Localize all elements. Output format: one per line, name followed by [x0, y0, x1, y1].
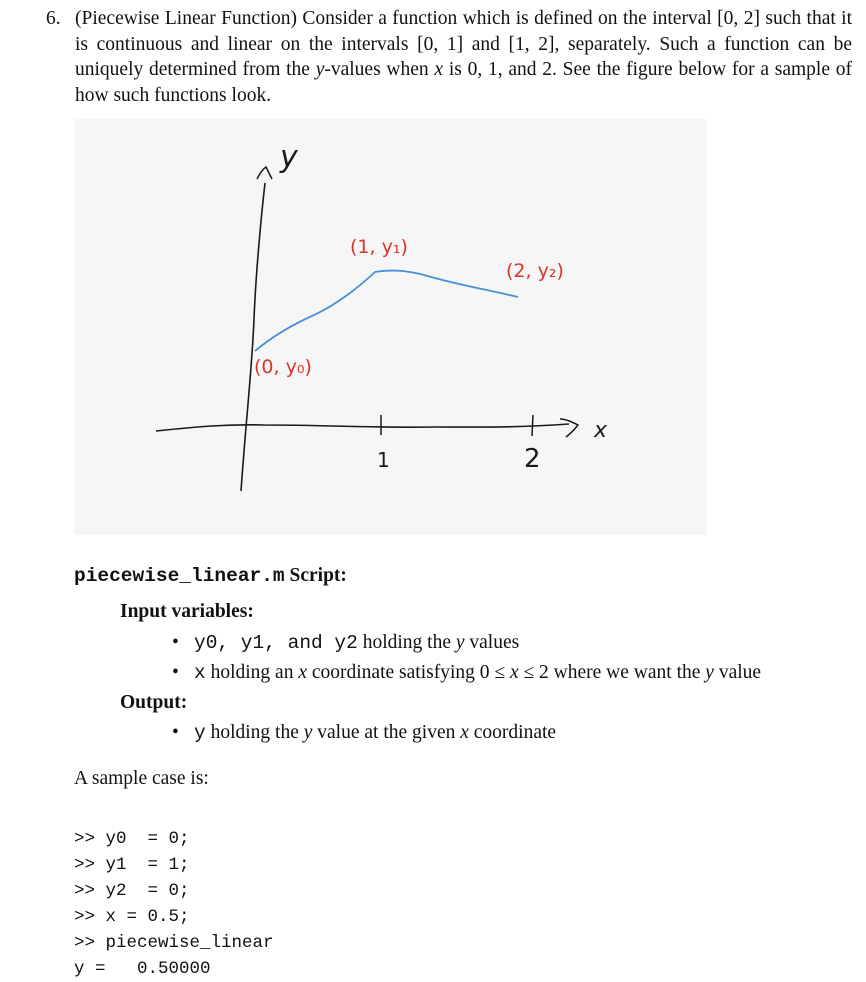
math-y: y — [315, 59, 325, 80]
input-item-code: x — [194, 662, 206, 684]
code-line: >> y0 = 0; — [74, 829, 190, 849]
sketch-figure — [74, 119, 707, 535]
x-axis-arrow — [560, 419, 578, 437]
code-line: >> y2 = 0; — [74, 881, 190, 901]
problem-number: 6. — [46, 8, 61, 29]
code-line: >> y1 = 1; — [74, 855, 190, 875]
y-axis-arrow — [257, 167, 272, 179]
output-heading: Output: — [120, 692, 188, 713]
output-item-code: y — [194, 722, 206, 744]
input-item-code: y0, y1, and y2 — [194, 632, 358, 654]
problem-line-2: such that it is continuous and linear on the intervals [0, 1] and [1, 2], separately. Such — [75, 8, 853, 55]
math-x: x — [434, 59, 444, 80]
x-axis-label: x — [594, 418, 608, 443]
script-title-suffix: Script: — [284, 565, 347, 586]
problem-line-3a: a function can be uniquely determined from the — [75, 33, 852, 80]
code-line: y = 0.50000 — [74, 959, 211, 979]
sample-code-block — [74, 826, 274, 982]
problem-line-3b: -values when — [324, 59, 435, 80]
point-label-2: (2, y₂) — [506, 260, 564, 282]
tick-mark-2 — [532, 415, 533, 436]
problem-line-3c: is 0, 1, and 2. See — [443, 59, 591, 80]
script-section-title — [74, 565, 347, 587]
script-filename: piecewise_linear.m — [74, 565, 285, 587]
problem-body — [75, 6, 852, 108]
piecewise-sketch — [74, 119, 707, 535]
input-variables-heading: Input variables: — [120, 601, 254, 622]
y-axis-label: y — [280, 140, 298, 175]
problem-heading: (Piecewise Linear Function) — [75, 8, 297, 29]
piecewise-curve — [255, 271, 518, 351]
tick-label-2: 2 — [524, 444, 541, 474]
code-line: >> x = 0.5; — [74, 907, 190, 927]
tick-label-1: 1 — [377, 448, 390, 472]
problem-line-1: Consider a function which is defined on the interval [0, 2] — [302, 8, 760, 29]
code-line: >> piecewise_linear — [74, 933, 274, 953]
point-label-0: (0, y₀) — [254, 356, 312, 378]
point-label-1: (1, y₁) — [350, 236, 408, 258]
x-axis — [156, 424, 569, 431]
y-axis — [241, 183, 265, 491]
sample-intro: A sample case is: — [74, 768, 209, 789]
problem-line-4: the figure below for a sample of how such functions look. — [75, 59, 852, 106]
